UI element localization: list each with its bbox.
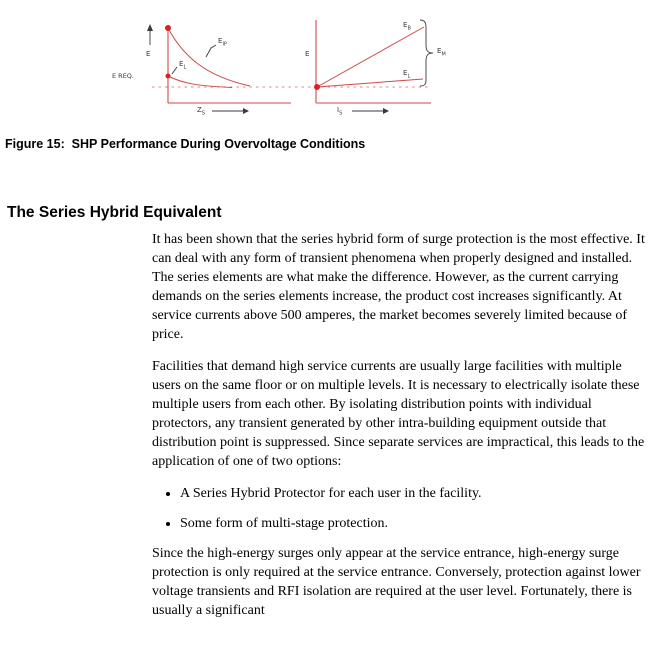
figure-15-graphs: [0, 0, 650, 132]
right-lower-rising-line: [317, 79, 423, 87]
label-base: I: [337, 106, 340, 114]
left-lower-start-dot: [166, 74, 171, 79]
left-upper-label-leader: [206, 45, 216, 57]
label-sub: IP: [222, 41, 227, 48]
left-ereq-label: E REQ.: [112, 72, 134, 80]
right-origin-dot: [314, 84, 320, 90]
right-lower-line-label: [403, 70, 410, 79]
label-base: Z: [197, 106, 202, 114]
left-lower-curve-label: [179, 61, 186, 70]
right-x-axis-label: [337, 107, 342, 116]
left-upper-start-dot: [165, 25, 171, 31]
brace-label: [437, 48, 446, 57]
brace-icon: [420, 20, 433, 86]
label-base: E: [437, 47, 442, 55]
label-sub: S: [201, 110, 205, 117]
label-sub: B: [407, 25, 411, 32]
right-upper-line-label: [403, 22, 411, 31]
label-sub: L: [407, 73, 411, 80]
paragraph: It has been shown that the series hybrid form of surge protection is the most effective. It can deal with any form of transient phenomena when properly designed and installed. The series elements are what make the difference. However, as the current carrying demands on the series elements increase, the product cost increases significantly. At service currents above 500 amperes, the market becomes severely limited because of price.: [152, 232, 645, 342]
options-list: [152, 484, 645, 533]
paragraph: Since the high-energy surges only appear at the service entrance, high-energy surge protection is only required at the service entrance. Conversely, protection against lower voltage transients and RFI isolation are required at the user level. Fortunately, there is usually a significant: [152, 546, 641, 618]
left-upper-decay-curve: [168, 28, 250, 86]
label-base: E: [179, 60, 184, 68]
left-zs-arrowhead-icon: [243, 108, 249, 114]
right-is-arrowhead-icon: [383, 108, 389, 114]
section-heading: The Series Hybrid Equivalent: [7, 204, 222, 221]
label-sub: M: [441, 51, 446, 58]
label-base: E: [403, 21, 408, 29]
bullet-item: • A Series Hybrid Protector for each user in the facility.: [180, 484, 645, 503]
overvoltage-graphs-svg: [0, 0, 650, 132]
figure-caption: Figure 15: SHP Performance During Overvoltage Conditions: [5, 137, 366, 151]
label-base: E: [403, 69, 408, 77]
body-text-column: [152, 230, 645, 633]
label-base: E: [218, 37, 223, 45]
left-upper-curve-label: [218, 38, 227, 47]
bullet-item: • Some form of multi-stage protection.: [180, 514, 645, 533]
paragraph: Facilities that demand high service currents are usually large facilities with multiple users on the same floor or on multiple levels. It is necessary to electrically isolate these multiple users from each other. By isolating distribution points with individual protectors, any transient generated by other intra-building equipment outside that distribution point is suppressed. Since separate services are impractical, this leads to the application of one of two options:: [152, 359, 645, 469]
label-sub: L: [183, 64, 187, 71]
label-sub: S: [339, 110, 343, 117]
left-y-axis-label: E: [146, 50, 151, 58]
left-x-axis-label: [197, 107, 205, 116]
left-e-arrowhead-icon: [147, 24, 153, 31]
left-lower-label-leader: [172, 67, 177, 74]
right-y-axis-label: E: [305, 50, 310, 58]
